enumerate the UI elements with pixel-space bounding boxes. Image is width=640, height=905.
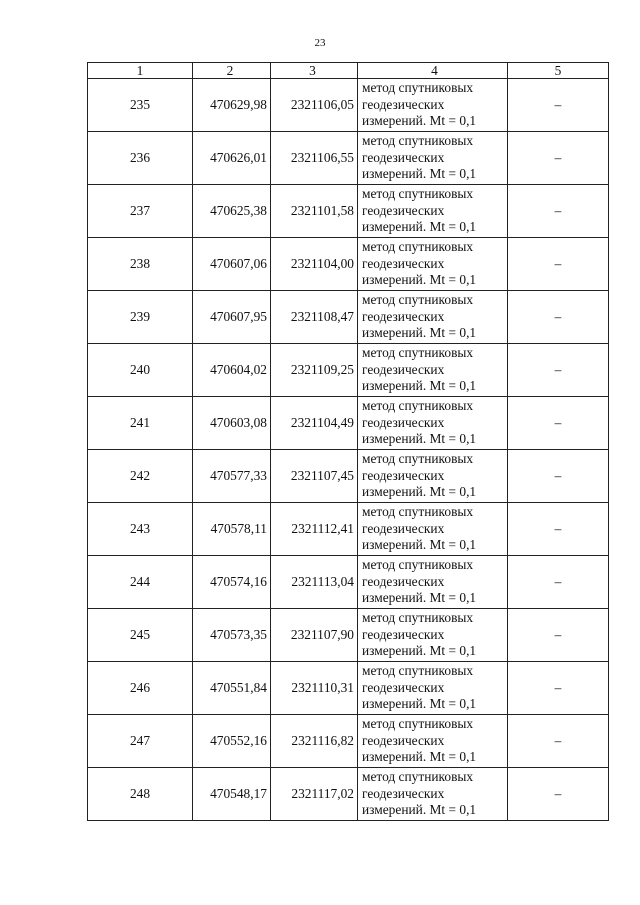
y-coordinate-text: 2321109,25: [290, 361, 354, 377]
coordinates-table: [87, 62, 609, 821]
y-coordinate-cell: [271, 450, 358, 503]
note-text: –: [554, 361, 562, 377]
x-coordinate-text: 470552,16: [210, 732, 267, 748]
y-coordinate-text: 2321117,02: [291, 785, 354, 801]
table-header-row: [88, 63, 609, 79]
y-coordinate-cell: [271, 715, 358, 768]
column-header-4: 4: [358, 63, 508, 79]
point-number-text: 243: [129, 520, 151, 536]
note-text: –: [554, 679, 562, 695]
x-coordinate-cell: [193, 238, 271, 291]
point-number-text: 240: [129, 361, 151, 377]
x-coordinate-cell: [193, 609, 271, 662]
method-cell: [358, 503, 508, 556]
method-text: метод спутниковых геодезических измерений. Mt = 0,1: [362, 80, 477, 129]
note-cell: [508, 715, 609, 768]
x-coordinate-cell: [193, 397, 271, 450]
table-row: [88, 397, 609, 450]
x-coordinate-text: 470603,08: [210, 414, 267, 430]
point-number-text: 244: [129, 573, 151, 589]
y-coordinate-text: 2321110,31: [291, 679, 354, 695]
note-text: –: [554, 626, 562, 642]
note-cell: [508, 556, 609, 609]
x-coordinate-text: 470548,17: [210, 785, 267, 801]
method-cell: [358, 238, 508, 291]
x-coordinate-text: 470604,02: [210, 361, 267, 377]
note-cell: [508, 238, 609, 291]
point-number-cell: [88, 715, 193, 768]
x-coordinate-text: 470573,35: [210, 626, 267, 642]
note-text: –: [554, 308, 562, 324]
note-cell: [508, 185, 609, 238]
note-cell: [508, 132, 609, 185]
point-number-cell: [88, 450, 193, 503]
table-row: [88, 609, 609, 662]
table-row: [88, 715, 609, 768]
method-cell: [358, 715, 508, 768]
point-number-text: 236: [129, 149, 151, 165]
table-row: [88, 503, 609, 556]
x-coordinate-cell: [193, 556, 271, 609]
note-text: –: [554, 573, 562, 589]
point-number-text: 248: [129, 785, 151, 801]
method-cell: [358, 344, 508, 397]
point-number-cell: [88, 79, 193, 132]
point-number-text: 239: [129, 308, 151, 324]
note-cell: [508, 291, 609, 344]
page-number: 23: [314, 37, 326, 49]
note-cell: [508, 609, 609, 662]
table-row: [88, 344, 609, 397]
column-header-1: 1: [88, 63, 193, 79]
method-text: метод спутниковых геодезических измерений. Mt = 0,1: [362, 345, 477, 394]
x-coordinate-cell: [193, 291, 271, 344]
method-cell: [358, 556, 508, 609]
point-number-text: 246: [129, 679, 151, 695]
y-coordinate-text: 2321106,55: [290, 149, 354, 165]
x-coordinate-cell: [193, 768, 271, 821]
y-coordinate-cell: [271, 291, 358, 344]
note-text: –: [554, 785, 562, 801]
point-number-text: 241: [129, 414, 151, 430]
method-text: метод спутниковых геодезических измерений. Mt = 0,1: [362, 769, 477, 818]
method-text: метод спутниковых геодезических измерений. Mt = 0,1: [362, 239, 477, 288]
x-coordinate-text: 470607,95: [210, 308, 267, 324]
method-text: метод спутниковых геодезических измерений. Mt = 0,1: [362, 663, 477, 712]
point-number-cell: [88, 238, 193, 291]
method-cell: [358, 132, 508, 185]
method-cell: [358, 291, 508, 344]
point-number-text: 247: [129, 732, 151, 748]
method-text: метод спутниковых геодезических измерений. Mt = 0,1: [362, 398, 477, 447]
column-header-5: 5: [508, 63, 609, 79]
column-header-2: 2: [193, 63, 271, 79]
x-coordinate-cell: [193, 132, 271, 185]
table-row: [88, 662, 609, 715]
note-text: –: [554, 149, 562, 165]
x-coordinate-text: 470626,01: [210, 149, 267, 165]
x-coordinate-text: 470551,84: [210, 679, 267, 695]
point-number-cell: [88, 344, 193, 397]
y-coordinate-cell: [271, 503, 358, 556]
y-coordinate-cell: [271, 768, 358, 821]
method-text: метод спутниковых геодезических измерений. Mt = 0,1: [362, 716, 477, 765]
y-coordinate-cell: [271, 238, 358, 291]
method-cell: [358, 768, 508, 821]
y-coordinate-cell: [271, 79, 358, 132]
x-coordinate-text: 470574,16: [210, 573, 267, 589]
y-coordinate-cell: [271, 185, 358, 238]
table-row: [88, 556, 609, 609]
x-coordinate-cell: [193, 185, 271, 238]
x-coordinate-cell: [193, 450, 271, 503]
table-row: [88, 291, 609, 344]
x-coordinate-cell: [193, 715, 271, 768]
method-cell: [358, 450, 508, 503]
column-header-3: 3: [271, 63, 358, 79]
table-body: [88, 79, 609, 821]
table-row: [88, 79, 609, 132]
point-number-cell: [88, 768, 193, 821]
x-coordinate-text: 470625,38: [210, 202, 267, 218]
point-number-cell: [88, 185, 193, 238]
point-number-cell: [88, 662, 193, 715]
y-coordinate-cell: [271, 556, 358, 609]
note-cell: [508, 503, 609, 556]
method-cell: [358, 397, 508, 450]
x-coordinate-cell: [193, 662, 271, 715]
x-coordinate-text: 470578,11: [210, 520, 267, 536]
x-coordinate-cell: [193, 503, 271, 556]
y-coordinate-text: 2321112,41: [291, 520, 354, 536]
note-text: –: [554, 202, 562, 218]
note-text: –: [554, 255, 562, 271]
note-text: –: [554, 732, 562, 748]
y-coordinate-text: 2321113,04: [291, 573, 354, 589]
table-row: [88, 450, 609, 503]
method-text: метод спутниковых геодезических измерений. Mt = 0,1: [362, 451, 477, 500]
y-coordinate-text: 2321104,00: [290, 255, 354, 271]
note-cell: [508, 768, 609, 821]
point-number-cell: [88, 503, 193, 556]
note-text: –: [554, 520, 562, 536]
x-coordinate-cell: [193, 344, 271, 397]
method-cell: [358, 79, 508, 132]
note-cell: [508, 662, 609, 715]
method-text: метод спутниковых геодезических измерений. Mt = 0,1: [362, 133, 477, 182]
method-text: метод спутниковых геодезических измерений. Mt = 0,1: [362, 186, 477, 235]
y-coordinate-cell: [271, 662, 358, 715]
point-number-text: 237: [129, 202, 151, 218]
table-row: [88, 768, 609, 821]
note-cell: [508, 450, 609, 503]
y-coordinate-cell: [271, 132, 358, 185]
y-coordinate-cell: [271, 344, 358, 397]
point-number-cell: [88, 397, 193, 450]
y-coordinate-text: 2321101,58: [290, 202, 354, 218]
point-number-text: 235: [129, 96, 151, 112]
point-number-cell: [88, 609, 193, 662]
y-coordinate-text: 2321107,45: [290, 467, 354, 483]
table-row: [88, 132, 609, 185]
method-text: метод спутниковых геодезических измерений. Mt = 0,1: [362, 292, 477, 341]
y-coordinate-text: 2321107,90: [290, 626, 354, 642]
y-coordinate-text: 2321106,05: [290, 96, 354, 112]
y-coordinate-text: 2321116,82: [291, 732, 354, 748]
note-cell: [508, 79, 609, 132]
table-row: [88, 238, 609, 291]
method-cell: [358, 662, 508, 715]
method-text: метод спутниковых геодезических измерений. Mt = 0,1: [362, 610, 477, 659]
y-coordinate-text: 2321108,47: [290, 308, 354, 324]
method-cell: [358, 185, 508, 238]
method-text: метод спутниковых геодезических измерений. Mt = 0,1: [362, 504, 477, 553]
point-number-text: 238: [129, 255, 151, 271]
point-number-cell: [88, 291, 193, 344]
method-text: метод спутниковых геодезических измерений. Mt = 0,1: [362, 557, 477, 606]
x-coordinate-text: 470577,33: [210, 467, 267, 483]
y-coordinate-cell: [271, 397, 358, 450]
note-text: –: [554, 96, 562, 112]
note-cell: [508, 397, 609, 450]
point-number-text: 242: [129, 467, 151, 483]
y-coordinate-text: 2321104,49: [290, 414, 354, 430]
method-cell: [358, 609, 508, 662]
note-text: –: [554, 467, 562, 483]
point-number-cell: [88, 132, 193, 185]
point-number-text: 245: [129, 626, 151, 642]
point-number-cell: [88, 556, 193, 609]
x-coordinate-cell: [193, 79, 271, 132]
note-cell: [508, 344, 609, 397]
y-coordinate-cell: [271, 609, 358, 662]
x-coordinate-text: 470607,06: [210, 255, 267, 271]
note-text: –: [554, 414, 562, 430]
table-row: [88, 185, 609, 238]
x-coordinate-text: 470629,98: [210, 96, 267, 112]
